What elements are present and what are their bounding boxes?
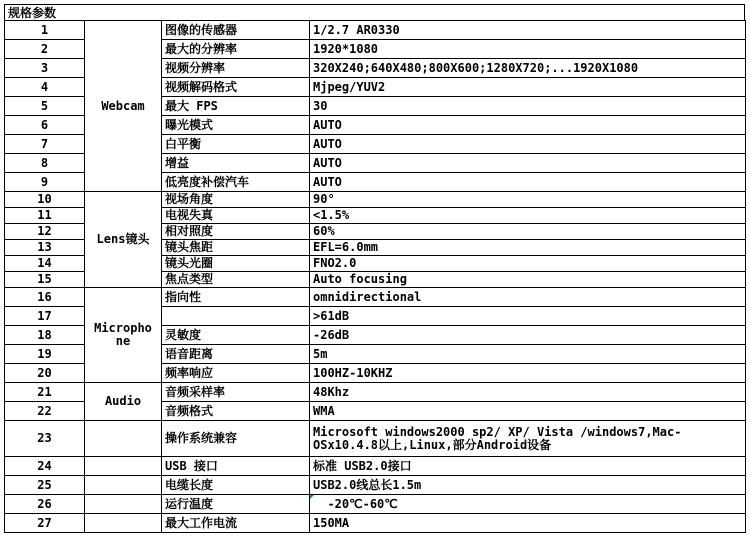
param-name: 最大工作电流 [162,514,310,533]
param-value: 90° [310,192,746,208]
param-value [310,495,746,514]
category-empty [85,514,162,533]
row-number: 11 [5,208,85,224]
category-empty [85,495,162,514]
param-value: AUTO [310,116,746,135]
param-value: 1920*1080 [310,40,746,59]
row-number: 5 [5,97,85,116]
row-number: 7 [5,135,85,154]
param-value: AUTO [310,154,746,173]
param-name: 电缆长度 [162,476,310,495]
row-number: 8 [5,154,85,173]
param-value: 5m [310,345,746,364]
param-value: AUTO [310,135,746,154]
table-row [5,495,746,514]
param-name: 镜头焦距 [162,240,310,256]
row-number: 27 [5,514,85,533]
param-value: <1.5% [310,208,746,224]
row-number: 26 [5,495,85,514]
table-row [5,476,746,495]
param-value: AUTO [310,173,746,192]
row-number: 24 [5,457,85,476]
param-name: 视频分辨率 [162,59,310,78]
param-value: 48Khz [310,383,746,402]
param-name: 音频采样率 [162,383,310,402]
param-name: 运行温度 [162,495,310,514]
param-value: 60% [310,224,746,240]
param-name: 白平衡 [162,135,310,154]
category-microphone: Micropho ne [85,288,162,383]
row-number: 19 [5,345,85,364]
param-name: 灵敏度 [162,326,310,345]
row-number: 23 [5,421,85,457]
row-number: 12 [5,224,85,240]
param-value: EFL=6.0mm [310,240,746,256]
category-lens: Lens镜头 [85,192,162,288]
table-row [5,421,746,457]
table-row [5,383,746,402]
param-name: USB 接口 [162,457,310,476]
param-value: Mjpeg/YUV2 [310,78,746,97]
row-number: 15 [5,272,85,288]
param-value: 320X240;640X480;800X600;1280X720;...1920X1080 [310,59,746,78]
param-value: 100HZ-10KHZ [310,364,746,383]
table-row [5,21,746,40]
param-name: 最大 FPS [162,97,310,116]
category-empty [85,476,162,495]
category-empty [85,421,162,457]
param-value: 30 [310,97,746,116]
param-value: Microsoft windows2000 sp2/ XP/ Vista /windows7,Mac-OSx10.4.8以上,Linux,部分Android设备 [310,421,746,457]
param-value: >61dB [310,307,746,326]
param-value: 150MA [310,514,746,533]
param-value: 标准 USB2.0接口 [310,457,746,476]
row-number: 1 [5,21,85,40]
param-name: 音频格式 [162,402,310,421]
param-value-text: -20℃-60℃ [327,496,398,511]
row-number: 9 [5,173,85,192]
param-name [162,307,310,326]
param-name: 操作系统兼容 [162,421,310,457]
row-number: 14 [5,256,85,272]
param-name: 曝光模式 [162,116,310,135]
param-value: WMA [310,402,746,421]
row-number: 16 [5,288,85,307]
param-name: 视频解码格式 [162,78,310,97]
table-row [5,192,746,208]
category-empty [85,457,162,476]
param-value: FNO2.0 [310,256,746,272]
row-number: 6 [5,116,85,135]
row-number: 2 [5,40,85,59]
param-name: 频率响应 [162,364,310,383]
param-name: 指向性 [162,288,310,307]
param-value: USB2.0线总长1.5m [310,476,746,495]
param-name: 语音距离 [162,345,310,364]
category-webcam: Webcam [85,21,162,192]
table-row [5,457,746,476]
param-name: 镜头光圈 [162,256,310,272]
row-number: 21 [5,383,85,402]
row-number: 25 [5,476,85,495]
param-value: -26dB [310,326,746,345]
param-value: 1/2.7 AR0330 [310,21,746,40]
param-name: 低亮度补偿汽车 [162,173,310,192]
param-name: 视场角度 [162,192,310,208]
param-name: 电视失真 [162,208,310,224]
param-value: Auto focusing [310,272,746,288]
row-number: 17 [5,307,85,326]
param-name: 图像的传感器 [162,21,310,40]
row-number: 3 [5,59,85,78]
category-audio: Audio [85,383,162,421]
param-name: 焦点类型 [162,272,310,288]
row-number: 13 [5,240,85,256]
row-number: 20 [5,364,85,383]
row-number: 22 [5,402,85,421]
table-title: 规格参数 [4,4,745,20]
param-name: 最大的分辨率 [162,40,310,59]
param-name: 相对照度 [162,224,310,240]
row-number: 18 [5,326,85,345]
table-row [5,514,746,533]
table-row [5,288,746,307]
row-number: 10 [5,192,85,208]
param-value: omnidirectional [310,288,746,307]
row-number: 4 [5,78,85,97]
spec-table [4,20,746,533]
param-name: 增益 [162,154,310,173]
